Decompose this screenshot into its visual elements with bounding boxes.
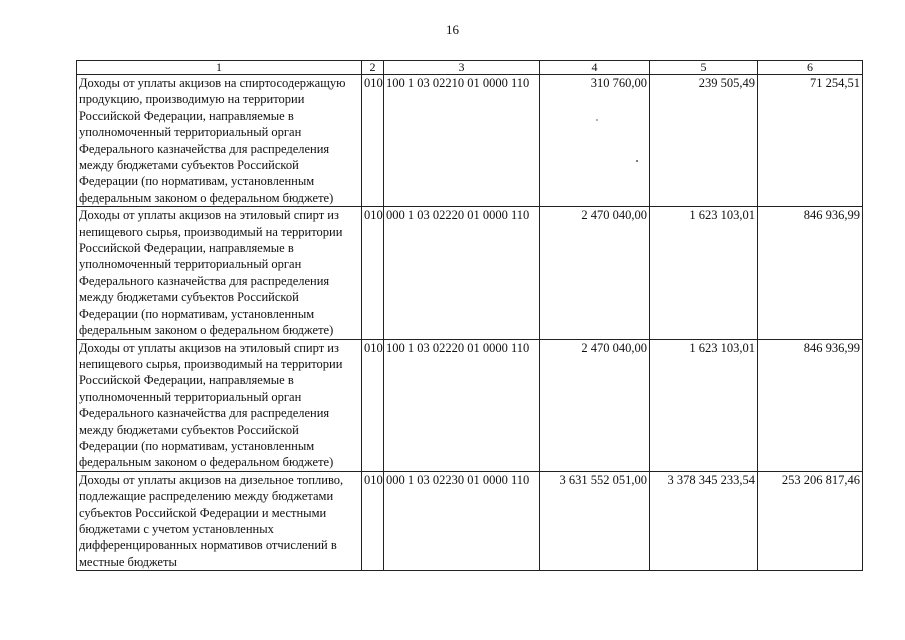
row-col5-value: 1 623 103,01 bbox=[650, 207, 758, 339]
header-col-1: 1 bbox=[77, 61, 362, 75]
header-col-5: 5 bbox=[650, 61, 758, 75]
row-description: Доходы от уплаты акцизов на дизельное топливо, подлежащие распределению между бюджетами субъектов Российской Федерации и местными бюджетами с учетом установленных дифференцированных нормативов отчислений в местные бюджеты bbox=[77, 471, 362, 570]
row-admin-code: 010 bbox=[362, 471, 384, 570]
row-col5-value: 1 623 103,01 bbox=[650, 339, 758, 471]
row-col4-value: 3 631 552 051,00 bbox=[540, 471, 650, 570]
row-description: Доходы от уплаты акцизов на спиртосодержащую продукцию, производимую на территории Российской Федерации, направляемые в уполномоченный территориальный орган Федерального казначейства для распределения между бюджетами субъектов Российской Федерации (по нормативам, установленным федеральным законом о федеральном бюджете) bbox=[77, 75, 362, 207]
table-row bbox=[77, 471, 863, 570]
revenue-table bbox=[76, 60, 863, 571]
row-col6-value: 253 206 817,46 bbox=[758, 471, 863, 570]
row-description: Доходы от уплаты акцизов на этиловый спирт из непищевого сырья, производимый на территории Российской Федерации, направляемые в уполномоченный территориальный орган Федерального казначейства для распределения между бюджетами субъектов Российской Федерации (по нормативам, установленным федеральным законом о федеральном бюджете) bbox=[77, 339, 362, 471]
row-col6-value: 71 254,51 bbox=[758, 75, 863, 207]
row-col6-value: 846 936,99 bbox=[758, 207, 863, 339]
row-col4-value: 310 760,00 bbox=[540, 75, 650, 207]
row-kbk-code: 000 1 03 02220 01 0000 110 bbox=[384, 207, 540, 339]
row-col5-value: 3 378 345 233,54 bbox=[650, 471, 758, 570]
header-col-6: 6 bbox=[758, 61, 863, 75]
row-kbk-code: 000 1 03 02230 01 0000 110 bbox=[384, 471, 540, 570]
row-admin-code: 010 bbox=[362, 75, 384, 207]
row-col5-value: 239 505,49 bbox=[650, 75, 758, 207]
row-kbk-code: 100 1 03 02210 01 0000 110 bbox=[384, 75, 540, 207]
header-col-3: 3 bbox=[384, 61, 540, 75]
scan-artifact bbox=[596, 119, 598, 121]
row-col4-value: 2 470 040,00 bbox=[540, 339, 650, 471]
page-number: 16 bbox=[446, 22, 459, 37]
table-row bbox=[77, 339, 863, 471]
scan-artifact bbox=[636, 160, 638, 162]
row-description: Доходы от уплаты акцизов на этиловый спирт из непищевого сырья, производимый на территории Российской Федерации, направляемые в уполномоченный территориальный орган Федерального казначейства для распределения между бюджетами субъектов Российской Федерации (по нормативам, установленным федеральным законом о федеральном бюджете) bbox=[77, 207, 362, 339]
row-kbk-code: 100 1 03 02220 01 0000 110 bbox=[384, 339, 540, 471]
row-col4-value: 2 470 040,00 bbox=[540, 207, 650, 339]
row-admin-code: 010 bbox=[362, 339, 384, 471]
row-admin-code: 010 bbox=[362, 207, 384, 339]
table-row bbox=[77, 207, 863, 339]
row-col6-value: 846 936,99 bbox=[758, 339, 863, 471]
header-col-2: 2 bbox=[362, 61, 384, 75]
table-row bbox=[77, 75, 863, 207]
header-col-4: 4 bbox=[540, 61, 650, 75]
header-row bbox=[77, 61, 863, 75]
